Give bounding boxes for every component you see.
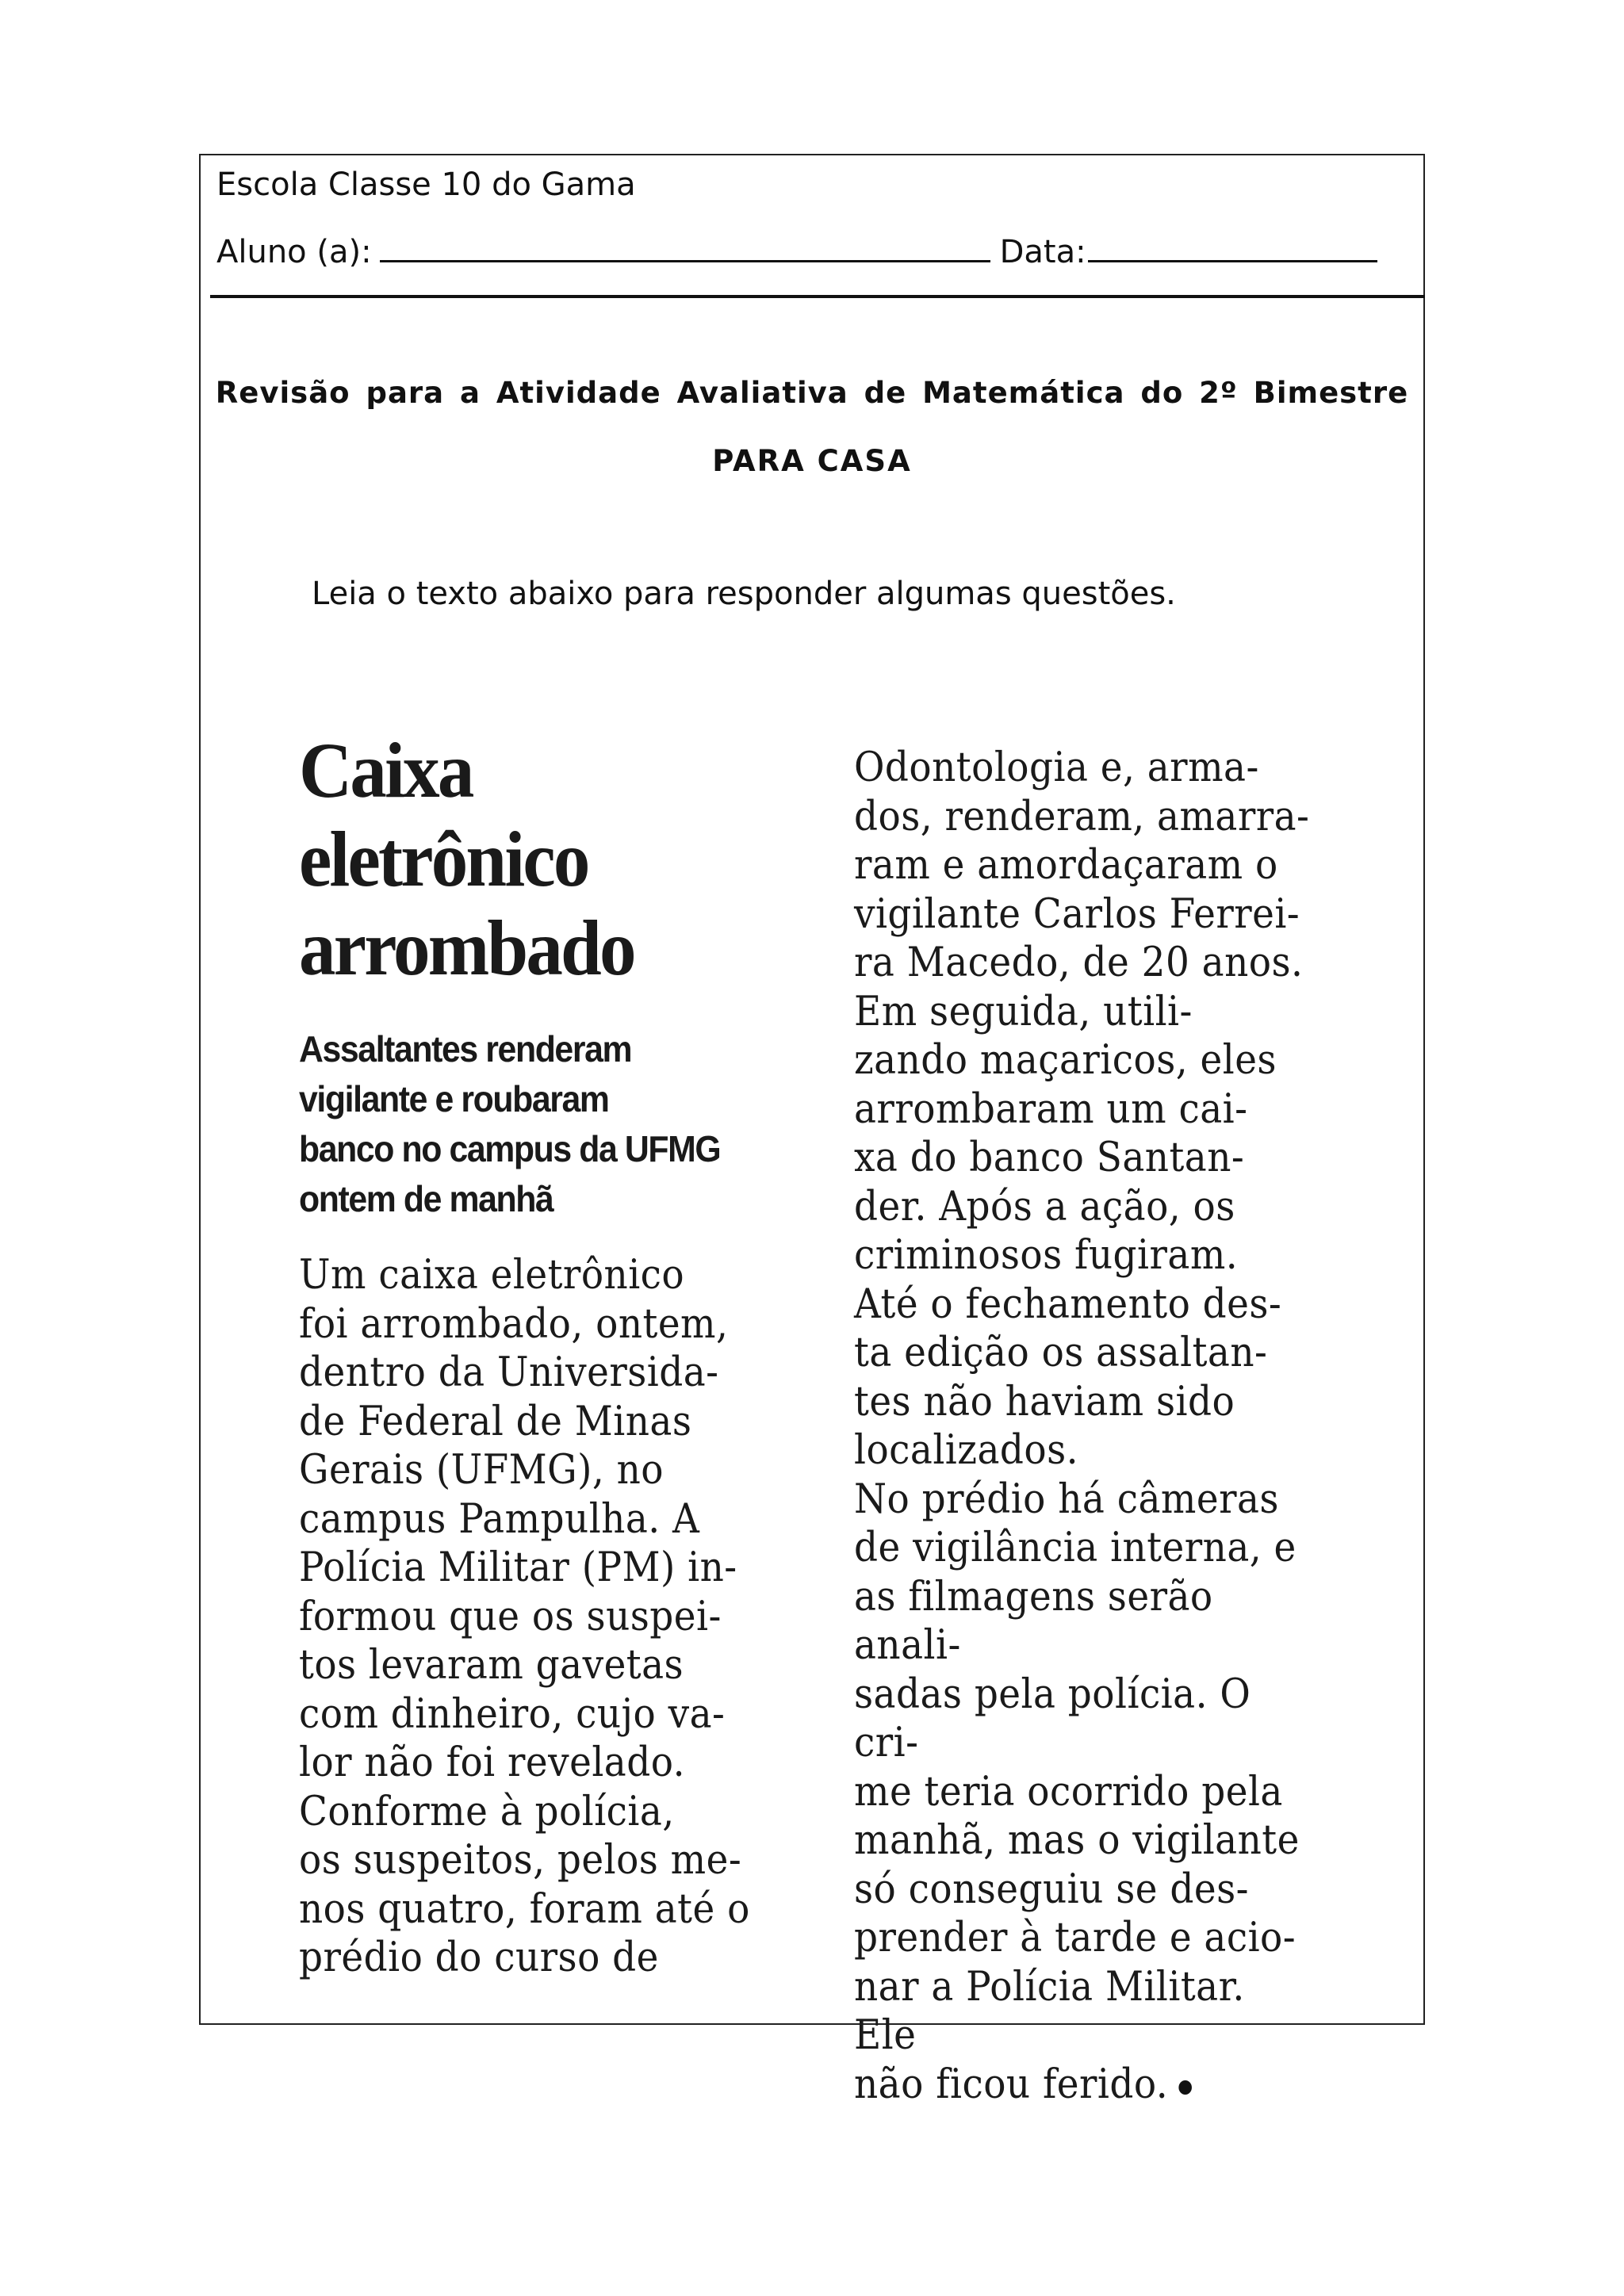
article-body-left: Um caixa eletrônico foi arrombado, ontem, dentro da Universida- de Federal de Minas Gerais (UFMG), no campus Pampulha. A Polícia Militar (PM) in- formou que os suspei- tos levaram gavetas com dinheiro, cujo va- lor não foi revelado. Conforme à polícia, os suspeitos, pelos me- nos quatro, foram até o prédio do curso de bbox=[299, 1252, 750, 1981]
student-name-blank[interactable] bbox=[380, 233, 990, 262]
date-blank[interactable] bbox=[1088, 233, 1377, 262]
article-subheadline: Assaltantes renderam vigilante e roubaram banco no campus da UFMG ontem de manhã bbox=[299, 1028, 721, 1219]
newspaper-clipping bbox=[299, 726, 1354, 2108]
worksheet-title: Revisão para a Atividade Avaliativa de Matemática do 2º Bimestre bbox=[215, 376, 1409, 410]
student-label: Aluno (a): bbox=[216, 234, 372, 270]
worksheet-frame bbox=[199, 154, 1425, 2108]
date-label: Data: bbox=[999, 234, 1086, 270]
article-right-column bbox=[854, 744, 1354, 2109]
worksheet-subtitle: PARA CASA bbox=[712, 444, 912, 478]
article-headline: Caixa eletrônico arrombado bbox=[299, 726, 634, 992]
article-left-column bbox=[299, 726, 791, 1983]
end-bullet-icon bbox=[1178, 2080, 1192, 2095]
article-body-right bbox=[854, 744, 1314, 2109]
student-date-row bbox=[216, 233, 1377, 270]
article-body-right-text: Odontologia e, arma- dos, renderam, amarra- ram e amordaçaram o vigilante Carlos Ferrei- ra Macedo, de 20 anos. Em seguida, utili- zando maçaricos, eles arrombaram um cai- xa do banco Santan- der. Após a ação, os criminosos fugiram. Até o fechamento des- ta edição os assaltan- tes não haviam sido localizados. No prédio há câmeras de vigilância interna, e as filmagens serão anali- sadas pela polícia. O cri- me teria ocorrido pela manhã, mas o vigilante só conseguiu se des- prender à tarde e acio- nar a Polícia Militar. Ele não ficou ferido. bbox=[854, 744, 1310, 2108]
reading-instruction: Leia o texto abaixo para responder algumas questões. bbox=[312, 576, 1176, 612]
header-divider bbox=[210, 295, 1425, 298]
school-name: Escola Classe 10 do Gama bbox=[216, 166, 636, 203]
